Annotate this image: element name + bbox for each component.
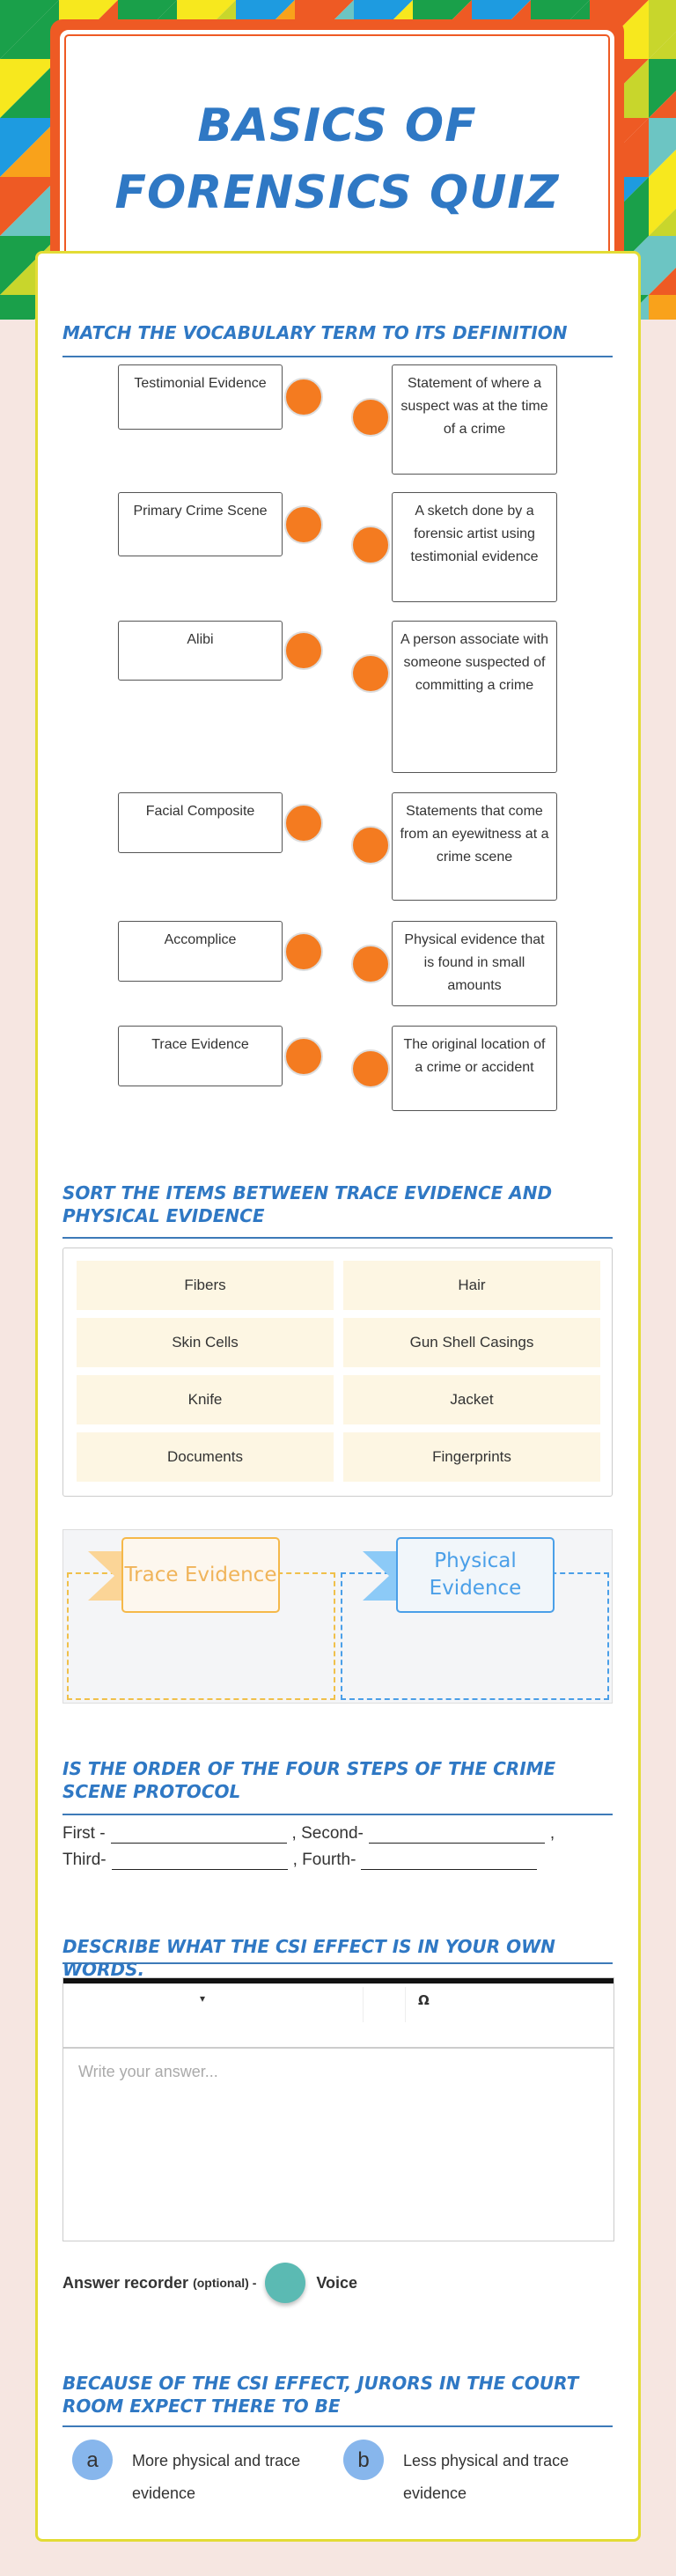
match-definition-connector[interactable] [351, 654, 390, 693]
recorder-optional: (optional) - [193, 2276, 257, 2290]
blank-fourth-input[interactable] [361, 1849, 537, 1870]
match-definition[interactable]: Physical evidence that is found in small amounts [392, 921, 557, 1006]
divider [62, 1814, 613, 1815]
question-heading: BECAUSE OF THE CSI EFFECT, JURORS IN THE COURT ROOM EXPECT THERE TO BE [62, 2373, 579, 2417]
answer-textarea[interactable]: Write your answer... [78, 2063, 218, 2080]
match-definition-connector[interactable] [351, 526, 390, 564]
recorder-label: Answer recorder [62, 2273, 189, 2292]
question-heading: MATCH THE VOCABULARY TERM TO ITS DEFINITION [62, 322, 568, 343]
toolbar-separator [363, 1987, 364, 2022]
divider [62, 1962, 613, 1964]
question-heading: IS THE ORDER OF THE FOUR STEPS OF THE CRIME SCENE PROTOCOL [62, 1758, 556, 1802]
match-term[interactable]: Primary Crime Scene [118, 492, 283, 556]
match-definition-connector[interactable] [351, 1049, 390, 1088]
blank-third-input[interactable] [112, 1849, 288, 1870]
divider [62, 2425, 613, 2427]
sort-item[interactable]: Fibers [77, 1261, 334, 1310]
match-term-connector[interactable] [284, 378, 323, 416]
blank-second-input[interactable] [369, 1822, 545, 1844]
match-definition-connector[interactable] [351, 826, 390, 865]
sort-item[interactable]: Jacket [343, 1375, 600, 1424]
fill-row [62, 1822, 613, 1844]
match-term[interactable]: Trace Evidence [118, 1026, 283, 1086]
match-definition-connector[interactable] [351, 945, 390, 983]
page-title: BASICS OF FORENSICS QUIZ [114, 99, 560, 219]
match-term-connector[interactable] [284, 932, 323, 971]
option-a[interactable] [72, 2445, 301, 2510]
bucket-label-trace: Trace Evidence [121, 1537, 280, 1613]
sort-items-pool [62, 1248, 613, 1497]
question-heading: DESCRIBE WHAT THE CSI EFFECT IS IN YOUR OWN WORDS. [62, 1936, 555, 1980]
match-term[interactable]: Testimonial Evidence [118, 364, 283, 430]
sort-item[interactable]: Hair [343, 1261, 600, 1310]
label-fourth: , Fourth- [292, 1851, 356, 1869]
label-third: Third- [62, 1851, 107, 1869]
match-term-connector[interactable] [284, 505, 323, 544]
sort-item[interactable]: Knife [77, 1375, 334, 1424]
divider [62, 356, 613, 357]
sort-item[interactable]: Fingerprints [343, 1432, 600, 1482]
label-first: First - [62, 1824, 106, 1843]
option-text: More physical and trace evidence [132, 2452, 301, 2502]
sort-buckets [62, 1529, 613, 1704]
dropdown-caret-icon[interactable]: ▾ [200, 1992, 206, 2005]
blank-first-input[interactable] [111, 1822, 287, 1844]
sort-item[interactable]: Documents [77, 1432, 334, 1482]
option-letter-badge[interactable]: b [343, 2440, 384, 2480]
match-definition[interactable]: Statement of where a suspect was at the time of a crime [392, 364, 557, 475]
option-text: Less physical and trace evidence [403, 2452, 569, 2502]
fill-row [62, 1849, 613, 1870]
option-letter-badge[interactable]: a [72, 2440, 113, 2480]
sort-item[interactable]: Gun Shell Casings [343, 1318, 600, 1367]
match-definition[interactable]: The original location of a crime or accident [392, 1026, 557, 1111]
option-b[interactable] [343, 2445, 590, 2510]
match-term[interactable]: Facial Composite [118, 792, 283, 853]
record-button[interactable] [265, 2263, 305, 2303]
match-definition[interactable]: A sketch done by a forensic artist using testimonial evidence [392, 492, 557, 602]
match-term[interactable]: Accomplice [118, 921, 283, 982]
label-second: , Second- [291, 1824, 364, 1843]
match-definition[interactable]: Statements that come from an eyewitness at a crime scene [392, 792, 557, 901]
comma: , [549, 1824, 555, 1843]
match-definition[interactable]: A person associate with someone suspected of committing a crime [392, 621, 557, 773]
match-term-connector[interactable] [284, 631, 323, 670]
divider [62, 1237, 613, 1239]
match-term[interactable]: Alibi [118, 621, 283, 681]
match-term-connector[interactable] [284, 804, 323, 843]
sort-item[interactable]: Skin Cells [77, 1318, 334, 1367]
special-character-omega-icon[interactable]: Ω [418, 1992, 430, 2008]
bucket-label-physical: Physical Evidence [396, 1537, 555, 1613]
question-heading: SORT THE ITEMS BETWEEN TRACE EVIDENCE AND PHYSICAL EVIDENCE [62, 1182, 553, 1226]
recorder-voice-label: Voice [316, 2273, 358, 2292]
match-definition-connector[interactable] [351, 398, 390, 437]
toolbar-separator [405, 1987, 406, 2022]
rich-text-editor [62, 1977, 614, 2241]
answer-recorder [62, 2263, 357, 2303]
editor-toolbar [63, 1978, 614, 2049]
match-term-connector[interactable] [284, 1037, 323, 1076]
